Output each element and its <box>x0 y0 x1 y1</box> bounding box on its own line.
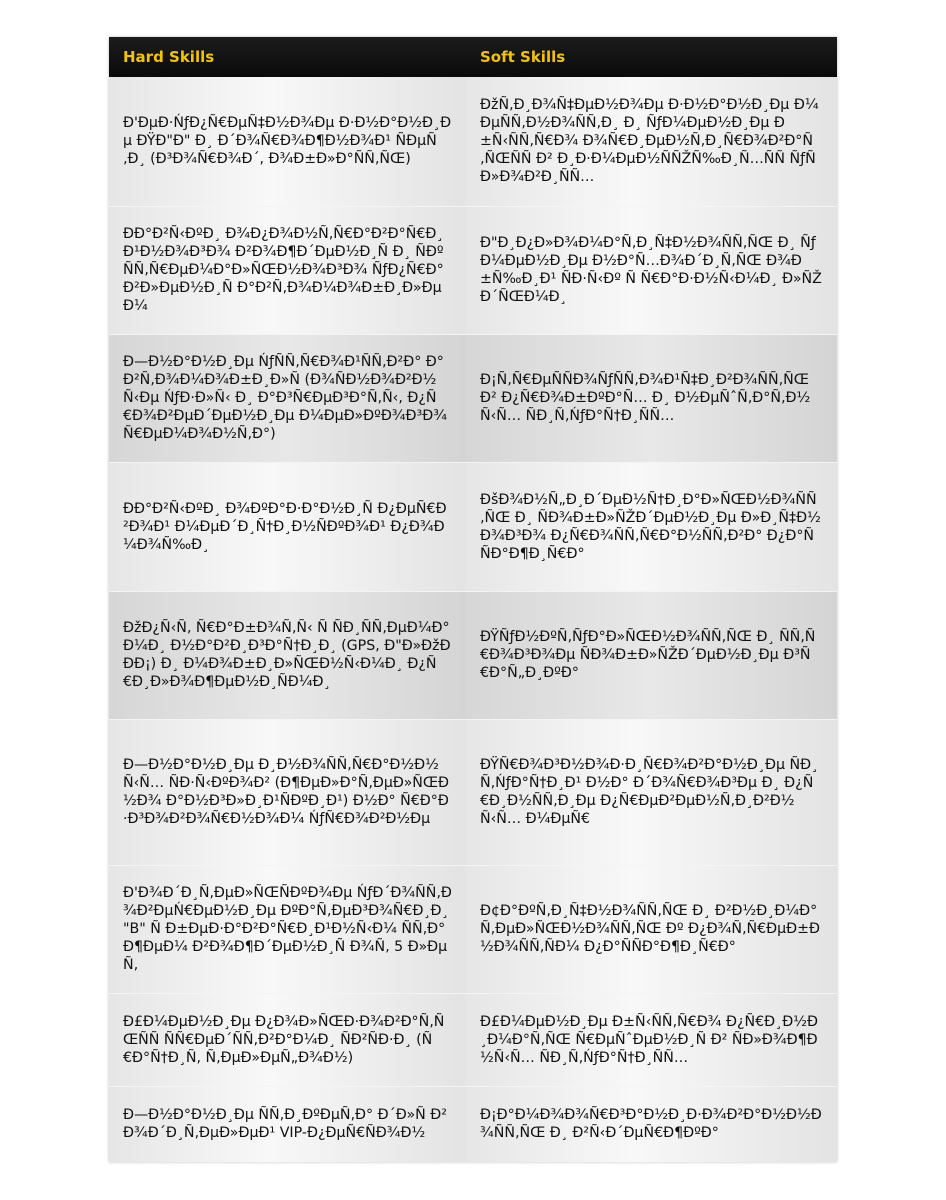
soft-skill-cell: Đ¡Đ°Đ¼Đ¾Đ¾Ñ€Đ³Đ°Đ½Đ¸Đ·Đ¾Đ²Đ°Đ½Đ½Đ¾ÑÑ‚ÑŒ Đ¸ Đ²Ñ‹Đ´ĐµÑ€Đ¶ĐºĐ° <box>466 1086 837 1162</box>
table-row <box>109 865 837 993</box>
soft-skill-cell: ĐžÑ‚Đ¸Đ¾Ñ‡ĐµĐ½Đ¾Đµ Đ·Đ½Đ°Đ½Đ¸Đµ Đ¼ĐµÑÑ‚Đ½Đ¾ÑÑ‚Đ¸ Đ¸ ÑƒĐ¼ĐµĐ½Đ¸Đµ Đ±Ñ‹ÑÑ‚Ñ€Đ¾ Đ¾Ñ€Đ¸ĐµĐ½Ñ‚Đ¸Ñ€Đ¾Đ²Đ°Ñ‚ÑŒÑÑ Đ² Đ¸Đ·Đ¼ĐµĐ½ÑÑŽÑ‰Đ¸Ñ…ÑÑ ÑƒÑĐ»Đ¾Đ²Đ¸ÑÑ… <box>466 77 837 206</box>
hard-skill-cell: Đ'Đ¾Đ´Đ¸Ñ‚ĐµĐ»ÑŒÑĐºĐ¾Đµ ŃƒĐ´Đ¾ÑÑ‚Đ¾Đ²ĐµŃ€ĐµĐ½Đ¸Đµ ĐºĐ°Ñ‚ĐµĐ³Đ¾Ñ€Đ¸Đ¸ "B" Ñ Đ±ĐµĐ·Đ°Đ²Đ°Ñ€Đ¸Đ¹Đ½Ñ‹Đ¼ ÑÑ‚Đ°Đ¶ĐµĐ¼ Đ²Đ¾Đ¶Đ´ĐµĐ½Đ¸Ñ Đ¾Ñ‚ 5 Đ»ĐµÑ‚ <box>109 865 466 993</box>
skills-table <box>109 37 837 1162</box>
hard-skill-cell: Đ£Đ¼ĐµĐ½Đ¸Đµ Đ¿Đ¾Đ»ÑŒĐ·Đ¾Đ²Đ°Ñ‚ÑŒÑÑ ÑÑ€ĐµĐ´ÑÑ‚Đ²Đ°Đ¼Đ¸ ÑĐ²ÑĐ·Đ¸ (Ñ€Đ°Ñ†Đ¸Ñ, Ñ‚ĐµĐ»ĐµÑ„Đ¾Đ½) <box>109 993 466 1086</box>
hard-skill-cell: ĐĐ°Đ²Ñ‹ĐºĐ¸ Đ¾ĐºĐ°Đ·Đ°Đ½Đ¸Ñ Đ¿ĐµÑ€Đ²Đ¾Đ¹ Đ¼ĐµĐ´Đ¸Ñ†Đ¸Đ½ÑĐºĐ¾Đ¹ Đ¿Đ¾Đ¼Đ¾Ñ‰Đ¸ <box>109 462 466 591</box>
hard-skill-cell: Đ'ĐµĐ·ŃƒĐ¿Ñ€ĐµÑ‡Đ½Đ¾Đµ Đ·Đ½Đ°Đ½Đ¸Đµ ĐŸĐ"Đ" Đ¸ Đ´Đ¾Ñ€Đ¾Đ¶Đ½Đ¾Đ¹ ÑĐµÑ‚Đ¸ (Đ³Đ¾Ñ€Đ¾Đ´, Đ¾Đ±Đ»Đ°ÑÑ‚ÑŒ) <box>109 77 466 206</box>
hard-skill-cell: Đ—Đ½Đ°Đ½Đ¸Đµ Đ¸Đ½Đ¾ÑÑ‚Ñ€Đ°Đ½Đ½Ñ‹Ñ… ÑĐ·Ñ‹ĐºĐ¾Đ² (Đ¶ĐµĐ»Đ°Ñ‚ĐµĐ»ÑŒĐ½Đ¾ Đ°Đ½Đ³Đ»Đ¸Đ¹ÑĐºĐ¸Đ¹) Đ½Đ° Ñ€Đ°Đ·Đ³Đ¾Đ²Đ¾Ñ€Đ½Đ¾Đ¼ ŃƒÑ€Đ¾Đ²Đ½Đµ <box>109 719 466 865</box>
hard-skill-cell: ĐĐ°Đ²Ñ‹ĐºĐ¸ Đ¾Đ¿Đ¾Đ½Ñ‚Ñ€Đ°Đ²Đ°Ñ€Đ¸Đ¹Đ½Đ¾Đ³Đ¾ Đ²Đ¾Đ¶Đ´ĐµĐ½Đ¸Ñ Đ¸ ÑĐºÑÑ‚Ñ€ĐµĐ¼Đ°Đ»ÑŒĐ½Đ¾Đ³Đ¾ ÑƒĐ¿Ñ€Đ°Đ²Đ»ĐµĐ½Đ¸Ñ Đ°Đ²Ñ‚Đ¾Đ¼Đ¾Đ±Đ¸Đ»ĐµĐ¼ <box>109 206 466 334</box>
table-row <box>109 993 837 1086</box>
skills-table-container <box>109 37 837 1162</box>
table-row <box>109 462 837 591</box>
table-row <box>109 719 837 865</box>
table-row <box>109 206 837 334</box>
soft-skill-cell: Đ¡Ñ‚Ñ€ĐµÑÑĐ¾ÑƒÑÑ‚Đ¾Đ¹Ñ‡Đ¸Đ²Đ¾ÑÑ‚ÑŒ Đ² Đ¿Ñ€Đ¾Đ±ĐºĐ°Ñ… Đ¸ Đ½ĐµÑˆÑ‚Đ°Ñ‚Đ½Ñ‹Ñ… ÑĐ¸Ñ‚ŃƒĐ°Ñ†Đ¸ÑÑ… <box>466 334 837 462</box>
header-hard-skills: Hard Skills <box>109 37 466 77</box>
table-row <box>109 334 837 462</box>
soft-skill-cell: ĐšĐ¾Đ½Ñ„Đ¸Đ´ĐµĐ½Ñ†Đ¸Đ°Đ»ÑŒĐ½Đ¾ÑÑ‚ÑŒ Đ¸ ÑĐ¾Đ±Đ»ÑŽĐ´ĐµĐ½Đ¸Đµ Đ»Đ¸Ñ‡Đ½Đ¾Đ³Đ¾ Đ¿Ñ€Đ¾ÑÑ‚Ñ€Đ°Đ½ÑÑ‚Đ²Đ° Đ¿Đ°ÑÑĐ°Đ¶Đ¸Ñ€Đ° <box>466 462 837 591</box>
soft-skill-cell: Đ"Đ¸Đ¿Đ»Đ¾Đ¼Đ°Ñ‚Đ¸Ñ‡Đ½Đ¾ÑÑ‚ÑŒ Đ¸ ÑƒĐ¼ĐµĐ½Đ¸Đµ Đ½Đ°Ñ…Đ¾Đ´Đ¸Ñ‚ÑŒ Đ¾Đ±Ñ‰Đ¸Đ¹ ÑĐ·Ñ‹Đº Ñ Ñ€Đ°Đ·Đ½Ñ‹Đ¼Đ¸ Đ»ÑŽĐ´ÑŒĐ¼Đ¸ <box>466 206 837 334</box>
hard-skill-cell: ĐžĐ¿Ñ‹Ñ‚ Ñ€Đ°Đ±Đ¾Ñ‚Ñ‹ Ñ ÑĐ¸ÑÑ‚ĐµĐ¼Đ°Đ¼Đ¸ Đ½Đ°Đ²Đ¸Đ³Đ°Ñ†Đ¸Đ¸ (GPS, Đ"Đ»ĐžĐĐĐ¡) Đ¸ Đ¼Đ¾Đ±Đ¸Đ»ÑŒĐ½Ñ‹Đ¼Đ¸ Đ¿Ñ€Đ¸Đ»Đ¾Đ¶ĐµĐ½Đ¸ÑĐ¼Đ¸ <box>109 591 466 719</box>
soft-skill-cell: ĐŸÑ€Đ¾Đ³Đ½Đ¾Đ·Đ¸Ñ€Đ¾Đ²Đ°Đ½Đ¸Đµ ÑĐ¸Ñ‚ŃƒĐ°Ñ†Đ¸Đ¹ Đ½Đ° Đ´Đ¾Ñ€Đ¾Đ³Đµ Đ¸ Đ¿Ñ€Đ¸Đ½ÑÑ‚Đ¸Đµ Đ¿Ñ€ĐµĐ²ĐµĐ½Ñ‚Đ¸Đ²Đ½Ñ‹Ñ… Đ¼ĐµÑ€ <box>466 719 837 865</box>
hard-skill-cell: Đ—Đ½Đ°Đ½Đ¸Đµ ÑÑ‚Đ¸ĐºĐµÑ‚Đ° Đ´Đ»Ñ Đ²Đ¾Đ´Đ¸Ñ‚ĐµĐ»ĐµĐ¹ VIP-Đ¿ĐµÑ€ÑĐ¾Đ½ <box>109 1086 466 1162</box>
table-row <box>109 1086 837 1162</box>
table-row <box>109 591 837 719</box>
header-soft-skills: Soft Skills <box>466 37 837 77</box>
soft-skill-cell: ĐŸÑƒĐ½ĐºÑ‚ÑƒĐ°Đ»ÑŒĐ½Đ¾ÑÑ‚ÑŒ Đ¸ ÑÑ‚Ñ€Đ¾Đ³Đ¾Đµ ÑĐ¾Đ±Đ»ÑŽĐ´ĐµĐ½Đ¸Đµ Đ³Ñ€Đ°Ñ„Đ¸ĐºĐ° <box>466 591 837 719</box>
table-header-row <box>109 37 837 77</box>
table-row <box>109 77 837 206</box>
soft-skill-cell: Đ£Đ¼ĐµĐ½Đ¸Đµ Đ±Ñ‹ÑÑ‚Ñ€Đ¾ Đ¿Ñ€Đ¸Đ½Đ¸Đ¼Đ°Ñ‚ÑŒ Ñ€ĐµÑˆĐµĐ½Đ¸Ñ Đ² ÑĐ»Đ¾Đ¶Đ½Ñ‹Ñ… ÑĐ¸Ñ‚ŃƒĐ°Ñ†Đ¸ÑÑ… <box>466 993 837 1086</box>
soft-skill-cell: Đ¢Đ°ĐºÑ‚Đ¸Ñ‡Đ½Đ¾ÑÑ‚ÑŒ Đ¸ Đ²Đ½Đ¸Đ¼Đ°Ñ‚ĐµĐ»ÑŒĐ½Đ¾ÑÑ‚ÑŒ Đº Đ¿Đ¾Ñ‚Ñ€ĐµĐ±Đ½Đ¾ÑÑ‚ÑÐ¼ Đ¿Đ°ÑÑĐ°Đ¶Đ¸Ñ€Đ° <box>466 865 837 993</box>
hard-skill-cell: Đ—Đ½Đ°Đ½Đ¸Đµ ŃƒÑÑ‚Ñ€Đ¾Đ¹ÑÑ‚Đ²Đ° Đ°Đ²Ñ‚Đ¾Đ¼Đ¾Đ±Đ¸Đ»Ñ (Đ¾ÑĐ½Đ¾Đ²Đ½Ñ‹Đµ ŃƒĐ·Đ»Ñ‹ Đ¸ Đ°Đ³Ñ€ĐµĐ³Đ°Ñ‚Ñ‹, Đ¿Ñ€Đ¾Đ²ĐµĐ´ĐµĐ½Đ¸Đµ Đ¼ĐµĐ»ĐºĐ¾Đ³Đ¾ Ñ€ĐµĐ¼Đ¾Đ½Ñ‚Đ°) <box>109 334 466 462</box>
